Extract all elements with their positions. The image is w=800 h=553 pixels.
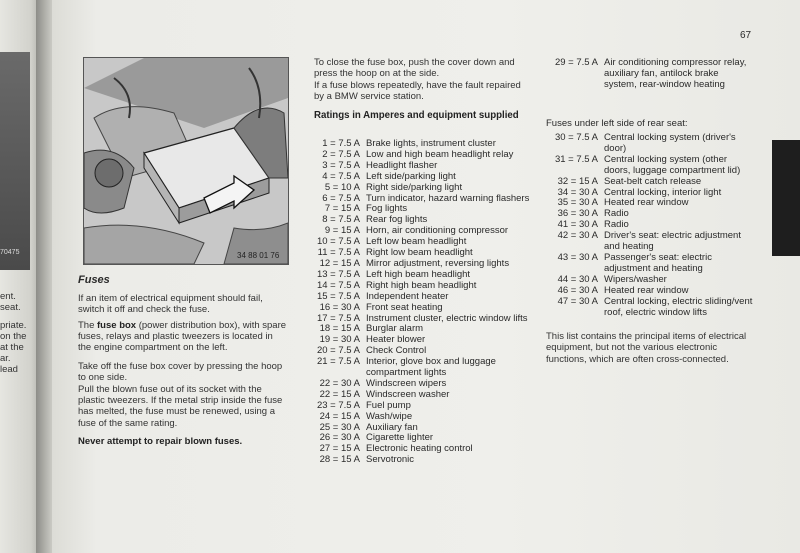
fuse-code: 6 = 7.5 A xyxy=(322,192,360,204)
list-item xyxy=(538,231,753,253)
fuse-desc: Seat-belt catch release xyxy=(604,175,702,187)
figure-code: 34 88 01 76 xyxy=(237,251,280,260)
fuse-code: 42 = 30 A xyxy=(557,230,598,242)
fuse-desc: Central locking, electric sliding/vent roof, electric window lifts xyxy=(604,295,753,318)
fuse-desc: Central locking, interior light xyxy=(604,186,722,198)
fuse-desc: Front seat heating xyxy=(366,301,443,313)
section-title: Fuses xyxy=(78,274,110,286)
fuse-desc: Wipers/washer xyxy=(604,273,667,285)
fuse-code: 3 = 7.5 A xyxy=(322,159,360,171)
left-fragment: ent. xyxy=(0,291,16,302)
fuse-code: 23 = 7.5 A xyxy=(316,399,360,411)
fuse-desc: Servotronic xyxy=(366,454,415,466)
list-item xyxy=(538,253,753,275)
closing-note: This list contains the principal items of electrical equipment, but not the various electronic functions, which are often cross-connected. xyxy=(546,331,747,365)
left-fragment: at the xyxy=(0,342,24,353)
fuse-code: 13 = 7.5 A xyxy=(316,268,360,280)
fuse-desc: Fog lights xyxy=(366,203,408,215)
fuse-code: 28 = 15 A xyxy=(319,454,360,466)
left-fragment: priate. xyxy=(0,320,27,331)
fuse-code: 36 = 30 A xyxy=(557,208,598,220)
fuse-code: 30 = 7.5 A xyxy=(554,132,598,143)
fuse-code: 5 = 10 A xyxy=(324,181,360,193)
warning-text: Never attempt to repair blown fuses. xyxy=(78,436,243,447)
list-item xyxy=(300,183,550,194)
ratings-list-continued xyxy=(538,58,753,91)
left-fragment: seat. xyxy=(0,302,21,313)
list-item xyxy=(300,292,550,303)
fuse-desc: Right side/parking light xyxy=(366,181,463,193)
paragraph-fuse-box-post: (power distribution box), with spare fuses, relays and plastic tweezers is located in the engine compartment on the left. xyxy=(78,320,287,354)
fuse-desc: Windscreen washer xyxy=(366,388,450,400)
fuse-code: 9 = 15 A xyxy=(324,225,360,237)
fuse-code: 41 = 30 A xyxy=(557,219,598,231)
paragraph-fuse-box-pre: The xyxy=(78,320,98,331)
rear-fuse-list xyxy=(538,133,753,318)
fuse-code: 12 = 15 A xyxy=(319,257,360,269)
fuse-desc: Turn indicator, hazard warning flashers xyxy=(366,192,530,204)
fuse-code: 29 = 7.5 A xyxy=(554,57,598,68)
fuse-code: 44 = 30 A xyxy=(557,273,598,285)
fuse-desc: Heater blower xyxy=(366,334,426,346)
fuse-desc: Driver's seat: electric adjustment and heating xyxy=(604,230,741,253)
fuse-code: 17 = 7.5 A xyxy=(316,312,360,324)
fuse-code: 16 = 30 A xyxy=(319,301,360,313)
fuse-desc: Passenger's seat: electric adjustment and heating xyxy=(604,251,712,274)
list-item xyxy=(538,133,753,155)
fuse-desc: Burglar alarm xyxy=(366,323,424,335)
fuse-code: 35 = 30 A xyxy=(557,197,598,209)
left-fragment: ar. xyxy=(0,353,11,364)
fuse-desc: Auxiliary fan xyxy=(366,421,418,433)
section-tab-marker xyxy=(772,140,800,256)
list-item xyxy=(538,155,753,177)
paragraph-fuse-box xyxy=(78,320,288,354)
fuse-code: 31 = 7.5 A xyxy=(554,153,598,165)
ratings-list xyxy=(300,139,550,466)
list-item xyxy=(300,412,550,423)
fuse-desc: Horn, air conditioning compressor xyxy=(366,225,509,237)
fuse-desc: Central locking system (other doors, luggage compartment lid) xyxy=(604,153,741,176)
fuse-code: 43 = 30 A xyxy=(557,251,598,263)
rear-seat-header: Fuses under left side of rear seat: xyxy=(546,118,688,129)
fuse-desc: Left side/parking light xyxy=(366,170,456,182)
fuse-code: 7 = 15 A xyxy=(324,203,360,215)
left-page-code: 70475 xyxy=(0,249,20,256)
fuse-code: 32 = 15 A xyxy=(557,175,598,187)
paragraph-cover: Take off the fuse box cover by pressing the hoop to one side. xyxy=(78,361,283,384)
list-item xyxy=(538,297,753,319)
fuse-code: 46 = 30 A xyxy=(557,284,598,296)
fuse-code: 4 = 7.5 A xyxy=(322,170,360,182)
fuse-code: 47 = 30 A xyxy=(557,295,598,307)
list-item xyxy=(538,286,753,297)
fuse-desc: Left high beam headlight xyxy=(366,268,471,280)
fuse-desc: Headlight flasher xyxy=(366,159,438,171)
fuse-code: 18 = 15 A xyxy=(319,323,360,335)
list-item xyxy=(300,455,550,466)
page-number: 67 xyxy=(740,30,752,41)
fuse-code: 19 = 30 A xyxy=(319,334,360,346)
left-fragment: lead xyxy=(0,364,18,375)
fuse-code: 11 = 7.5 A xyxy=(317,247,360,259)
fuse-code: 24 = 15 A xyxy=(319,410,360,422)
fuse-code: 26 = 30 A xyxy=(319,432,360,444)
fuse-code: 25 = 30 A xyxy=(319,421,360,433)
fuse-desc: Heated rear window xyxy=(604,197,689,209)
paragraph-close-box: To close the fuse box, push the cover down and press the hoop on at the side. xyxy=(314,57,515,80)
list-item xyxy=(300,303,550,314)
ratings-header: Ratings in Amperes and equipment supplied xyxy=(314,110,519,121)
list-item xyxy=(538,177,753,188)
fuse-desc: Radio xyxy=(604,219,629,231)
left-fragment: on the xyxy=(0,331,27,342)
fuse-desc: Right low beam headlight xyxy=(366,247,473,259)
paragraph-repeat-blow: If a fuse blows repeatedly, have the fault repaired by a BMW service station. xyxy=(314,80,521,103)
fuse-desc: Rear fog lights xyxy=(366,214,428,226)
list-item xyxy=(300,357,550,379)
fuse-code: 27 = 15 A xyxy=(319,443,360,455)
left-page-photo xyxy=(0,52,30,270)
fuse-desc: Independent heater xyxy=(366,290,449,302)
paragraph-replace: Pull the blown fuse out of its socket with the plastic tweezers. If the metal strip inside the fuse has melted, the fuse must be renewed, using a fuse of the same rating. xyxy=(78,384,283,429)
fuse-code: 34 = 30 A xyxy=(557,186,598,198)
fuse-code: 22 = 15 A xyxy=(319,388,360,400)
fuse-desc: Fuel pump xyxy=(366,399,411,411)
fuse-desc: Radio xyxy=(604,208,629,220)
list-item xyxy=(300,172,550,183)
fuse-desc: Windscreen wipers xyxy=(366,377,447,389)
fuse-desc: Interior, glove box and luggage compartment lights xyxy=(366,356,496,379)
fuse-code: 8 = 7.5 A xyxy=(322,214,360,226)
fuse-box-illustration xyxy=(83,57,289,265)
fuse-code: 10 = 7.5 A xyxy=(316,236,360,248)
fuse-desc: Left low beam headlight xyxy=(366,236,467,248)
fuse-code: 1 = 7.5 A xyxy=(322,138,360,149)
fuse-code: 2 = 7.5 A xyxy=(322,148,360,160)
fuse-desc: Air conditioning compressor relay, auxiliary fan, antilock brake system, rear-window heating xyxy=(604,57,747,90)
fuse-desc: Central locking system (driver's door) xyxy=(604,132,736,154)
fuse-desc: Instrument cluster, electric window lifts xyxy=(366,312,528,324)
fuse-desc: Low and high beam headlight relay xyxy=(366,148,514,160)
fuse-code: 20 = 7.5 A xyxy=(316,345,360,357)
fuse-desc: Electronic heating control xyxy=(366,443,473,455)
fuse-code: 21 = 7.5 A xyxy=(316,356,360,368)
fuse-desc: Check Control xyxy=(366,345,427,357)
fuse-desc: Mirror adjustment, reversing lights xyxy=(366,257,510,269)
fuse-code: 14 = 7.5 A xyxy=(316,279,360,291)
paragraph-intro: If an item of electrical equipment should fail, switch it off and check the fuse. xyxy=(78,293,263,316)
fuse-desc: Cigarette lighter xyxy=(366,432,434,444)
fuse-code: 22 = 30 A xyxy=(319,377,360,389)
fuse-desc: Brake lights, instrument cluster xyxy=(366,138,496,149)
list-item xyxy=(538,58,753,91)
fuse-code: 15 = 7.5 A xyxy=(316,290,360,302)
engine-compartment-drawing xyxy=(84,58,288,264)
paragraph-fuse-box-bold: fuse box xyxy=(97,320,137,331)
fuse-desc: Right high beam headlight xyxy=(366,279,477,291)
fuse-desc: Heated rear window xyxy=(604,284,689,296)
fuse-desc: Wash/wipe xyxy=(366,410,413,422)
